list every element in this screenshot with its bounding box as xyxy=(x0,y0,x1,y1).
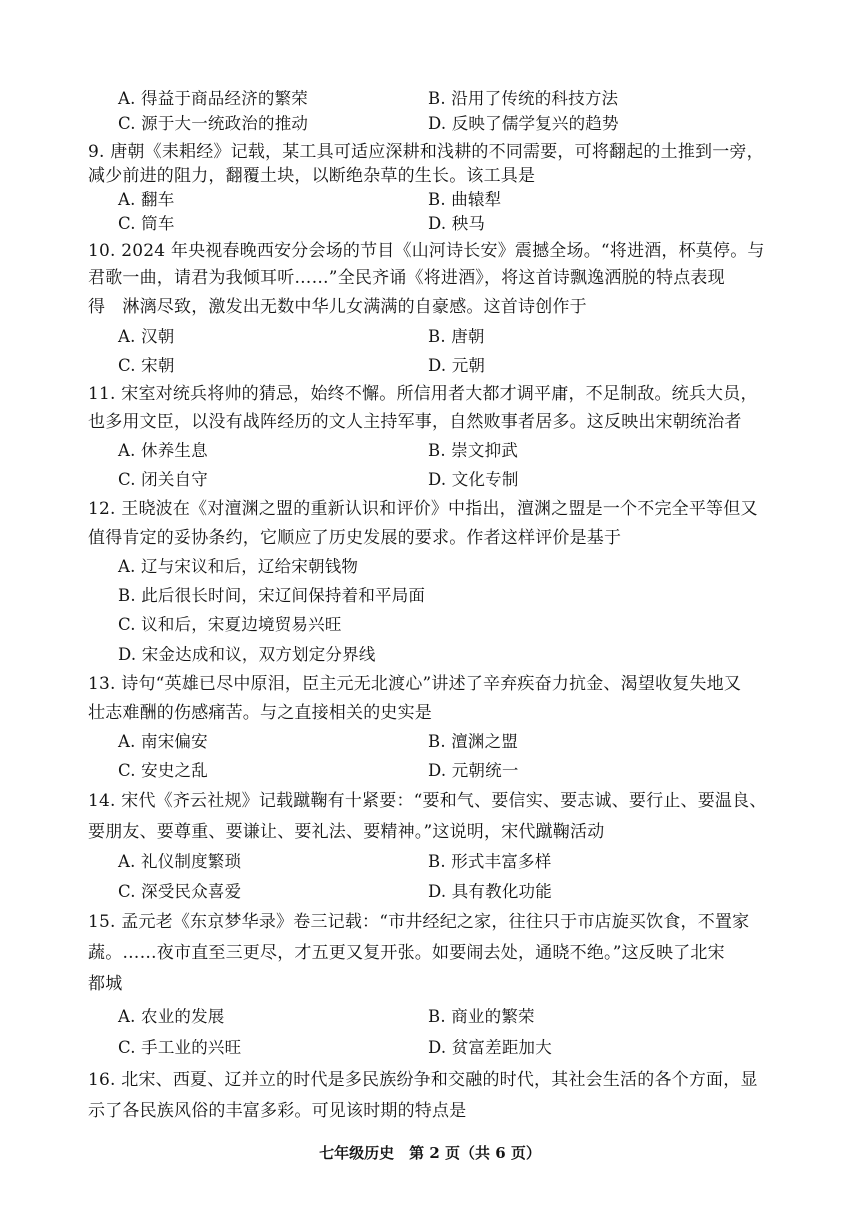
q14-stem-line-2: 要朋友、要尊重、要谦让、要礼法、要精神。”这说明，宋代蹴鞠活动 xyxy=(88,822,605,842)
q11-option-d: D. 文化专制 xyxy=(428,470,519,489)
q10-option-c: C. 宋朝 xyxy=(118,356,175,375)
page-footer: 七年级历史 第 2 页（共 6 页） xyxy=(319,1144,541,1162)
q14-option-c: C. 深受民众喜爱 xyxy=(118,882,242,901)
q12-option-d: D. 宋金达成和议，双方划定分界线 xyxy=(118,645,376,664)
q9-option-d: D. 秧马 xyxy=(428,214,486,233)
q15-stem-line-3: 都城 xyxy=(88,974,123,994)
q13-option-c: C. 安史之乱 xyxy=(118,761,208,780)
q10-option-a: A. 汉朝 xyxy=(118,327,175,346)
q13-option-b: B. 澶渊之盟 xyxy=(428,732,519,751)
q12-stem-line-1: 12. 王晓波在《对澶渊之盟的重新认识和评价》中指出，澶渊之盟是一个不完全平等但又 xyxy=(88,499,758,519)
q15-option-c: C. 手工业的兴旺 xyxy=(118,1038,242,1057)
q12-option-a: A. 辽与宋议和后，辽给宋朝钱物 xyxy=(118,557,359,576)
q12-option-c: C. 议和后，宋夏边境贸易兴旺 xyxy=(118,615,342,634)
q12-stem-line-2: 值得肯定的妥协条约，它顺应了历史发展的要求。作者这样评价是基于 xyxy=(88,528,622,548)
q10-stem-line-1: 10. 2024 年央视春晚西安分会场的节目《山河诗长安》震撼全场。“将进酒，杯莫停。与 xyxy=(88,241,765,261)
q13-option-a: A. 南宋偏安 xyxy=(118,732,208,751)
q8-option-b: B. 沿用了传统的科技方法 xyxy=(428,89,619,108)
q11-option-c: C. 闭关自守 xyxy=(118,470,208,489)
q15-option-a: A. 农业的发展 xyxy=(118,1007,225,1026)
q13-option-d: D. 元朝统一 xyxy=(428,761,519,780)
q8-option-c: C. 源于大一统政治的推动 xyxy=(118,114,309,133)
q15-option-d: D. 贫富差距加大 xyxy=(428,1038,552,1057)
q14-option-a: A. 礼仪制度繁琐 xyxy=(118,852,242,871)
q8-option-a: A. 得益于商品经济的繁荣 xyxy=(118,89,309,108)
q12-option-b: B. 此后很长时间，宋辽间保持着和平局面 xyxy=(118,586,426,605)
q15-stem-line-2: 蔬。……夜市直至三更尽，才五更又复开张。如要闹去处，通晓不绝。”这反映了北宋 xyxy=(88,943,725,963)
q16-stem-line-1: 16. 北宋、西夏、辽并立的时代是多民族纷争和交融的时代，其社会生活的各个方面，显 xyxy=(88,1070,758,1090)
q14-stem-line-1: 14. 宋代《齐云社规》记载蹴鞠有十紧要：“要和气、要信实、要志诚、要行止、要温良、 xyxy=(88,791,767,811)
q10-option-b: B. 唐朝 xyxy=(428,327,485,346)
q9-option-a: A. 翻车 xyxy=(118,190,175,209)
q10-option-d: D. 元朝 xyxy=(428,356,486,375)
q11-option-b: B. 崇文抑武 xyxy=(428,441,519,460)
q9-option-c: C. 筒车 xyxy=(118,214,175,233)
q11-stem-line-1: 11. 宋室对统兵将帅的猜忌，始终不懈。所信用者大都才调平庸，不足制敌。统兵大员， xyxy=(88,384,758,404)
q11-option-a: A. 休养生息 xyxy=(118,441,208,460)
q11-stem-line-2: 也多用文臣，以没有战阵经历的文人主持军事，自然败事者居多。这反映出宋朝统治者 xyxy=(88,412,742,432)
q10-stem-line-3: 得 淋漓尽致，激发出无数中华儿女满满的自豪感。这首诗创作于 xyxy=(88,297,587,317)
q9-option-b: B. 曲辕犁 xyxy=(428,190,502,209)
q15-stem-line-1: 15. 孟元老《东京梦华录》卷三记载：“市井经纪之家，往往只于市店旋买饮食，不置家 xyxy=(88,912,750,932)
q13-stem-line-1: 13. 诗句“英雄已尽中原泪，臣主元无北渡心”讲述了辛弃疾奋力抗金、渴望收复失地又 xyxy=(88,674,742,694)
q15-option-b: B. 商业的繁荣 xyxy=(428,1007,535,1026)
q16-stem-line-2: 示了各民族风俗的丰富多彩。可见该时期的特点是 xyxy=(88,1101,467,1121)
q9-stem-line-2: 减少前进的阻力，翻覆土块，以断绝杂草的生长。该工具是 xyxy=(88,166,536,186)
q10-stem-line-2: 君歌一曲，请君为我倾耳听……”全民齐诵《将进酒》，将这首诗飘逸洒脱的特点表现 xyxy=(88,268,725,288)
q14-option-b: B. 形式丰富多样 xyxy=(428,852,552,871)
q8-option-d: D. 反映了儒学复兴的趋势 xyxy=(428,114,619,133)
q9-stem-line-1: 9. 唐朝《耒耜经》记载，某工具可适应深耕和浅耕的不同需要，可将翻起的土推到一旁， xyxy=(88,142,764,162)
q14-option-d: D. 具有教化功能 xyxy=(428,882,552,901)
q13-stem-line-2: 壮志难酬的伤感痛苦。与之直接相关的史实是 xyxy=(88,703,432,723)
